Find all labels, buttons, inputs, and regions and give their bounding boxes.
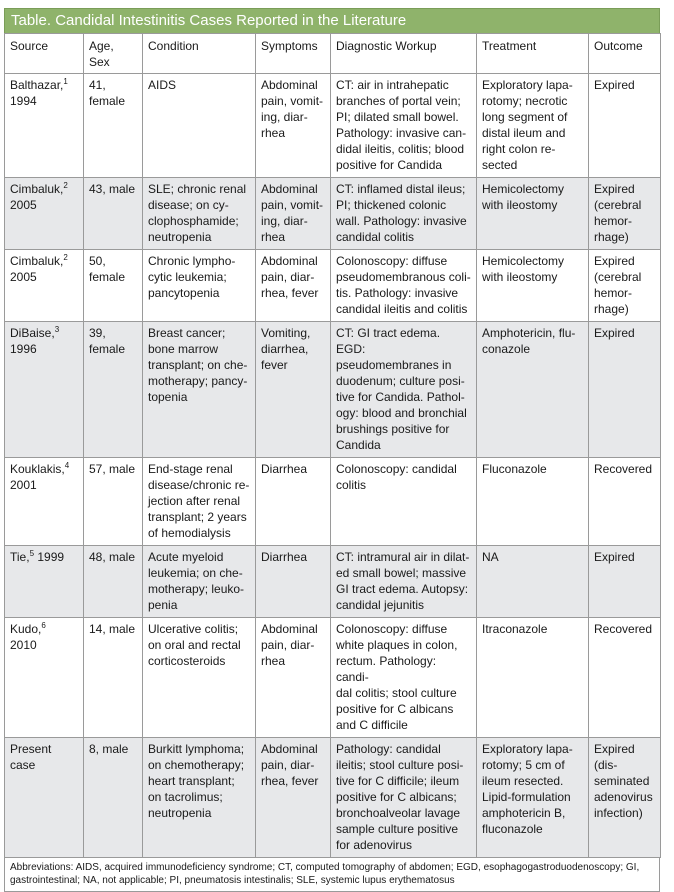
footnote: Abbreviations: AIDS, acquired immunodeficiency syndrome; CT, computed tomography of abdomen; EGD, esophagogastroduodenoscopy; GI, gastrointestinal; NA, not applicable; PI, pneumatosis intestinalis; SLE, systemic lupus erythematosus: [4, 858, 660, 892]
cell-treatment: Hemicolectomy with ileostomy: [477, 178, 589, 250]
cell-source: [5, 618, 84, 738]
col-header-source: Source: [5, 34, 84, 74]
cell-symptoms: Abdominal pain, vomit- ing, diar- rhea: [256, 178, 331, 250]
source-name: Cimbaluk,: [10, 254, 64, 268]
table-row: [5, 458, 661, 546]
source-year: 1999: [37, 550, 65, 564]
cell-source: [5, 738, 84, 858]
cell-treatment: Fluconazole: [477, 458, 589, 546]
cell-diagnostic-workup: CT: intramural air in dilat- ed small bowel; massive GI tract edema. Autopsy: candidal jejunitis: [331, 546, 477, 618]
cell-condition: Chronic lympho- cytic leukemia; pancytopenia: [143, 250, 256, 322]
cell-symptoms: Abdominal pain, diar- rhea, fever: [256, 250, 331, 322]
cell-symptoms: Diarrhea: [256, 546, 331, 618]
cell-condition: Ulcerative colitis; on oral and rectal corticosteroids: [143, 618, 256, 738]
table-container: [4, 8, 660, 892]
source-name: Tie,: [10, 550, 30, 564]
source-year: 2010: [10, 638, 37, 652]
cell-symptoms: Vomiting, diarrhea, fever: [256, 322, 331, 458]
reference-number: 6: [41, 621, 46, 630]
cell-outcome: Expired (dis- seminated adenovirus infection): [589, 738, 661, 858]
cell-condition: End-stage renal disease/chronic re- jection after renal transplant; 2 years of hemodialysis: [143, 458, 256, 546]
cell-source: [5, 546, 84, 618]
reference-number: 1: [63, 77, 68, 86]
reference-number: 2: [63, 181, 68, 190]
cell-age-sex: 50, female: [84, 250, 143, 322]
cell-condition: Burkitt lymphoma; on chemotherapy; heart transplant; on tacrolimus; neutropenia: [143, 738, 256, 858]
source-year: 1994: [10, 94, 37, 108]
source-name: DiBaise,: [10, 326, 55, 340]
table-row: [5, 250, 661, 322]
table-row: [5, 322, 661, 458]
reference-number: 2: [63, 253, 68, 262]
cell-age-sex: 39, female: [84, 322, 143, 458]
table-title: Table. Candidal Intestinitis Cases Reported in the Literature: [4, 8, 660, 33]
table-body: [5, 74, 661, 858]
reference-number: 5: [29, 549, 35, 558]
source-name: Present case: [10, 742, 52, 772]
cell-age-sex: 41, female: [84, 74, 143, 178]
cell-treatment: Hemicolectomy with ileostomy: [477, 250, 589, 322]
col-header-outcome: Outcome: [589, 34, 661, 74]
source-year: 2005: [10, 198, 37, 212]
cell-age-sex: 57, male: [84, 458, 143, 546]
source-year: 2005: [10, 270, 37, 284]
cell-treatment: Itraconazole: [477, 618, 589, 738]
cell-outcome: Expired: [589, 74, 661, 178]
cell-source: [5, 178, 84, 250]
cell-symptoms: Abdominal pain, diar- rhea, fever: [256, 738, 331, 858]
col-header-age-sex: Age, Sex: [84, 34, 143, 74]
cell-outcome: Expired: [589, 546, 661, 618]
cell-source: [5, 74, 84, 178]
cell-diagnostic-workup: CT: inflamed distal ileus; PI; thickened colonic wall. Pathology: invasive candidal colitis: [331, 178, 477, 250]
cell-treatment: NA: [477, 546, 589, 618]
col-header-symptoms: Symptoms: [256, 34, 331, 74]
source-name: Kouklakis,: [10, 462, 65, 476]
cell-symptoms: Abdominal pain, vomit- ing, diar- rhea: [256, 74, 331, 178]
table-row: [5, 738, 661, 858]
cell-source: [5, 250, 84, 322]
header-row: [5, 34, 661, 74]
cell-source: [5, 458, 84, 546]
cell-diagnostic-workup: Colonoscopy: diffuse pseudomembranous coli- tis. Pathology: invasive candidal ileitis and colitis: [331, 250, 477, 322]
cell-diagnostic-workup: Colonoscopy: diffuse white plaques in colon, rectum. Pathology: candi- dal colitis; stool culture positive for C albicans and C difficile: [331, 618, 477, 738]
cell-condition: SLE; chronic renal disease; on cy- clophosphamide; neutropenia: [143, 178, 256, 250]
reference-number: 3: [54, 325, 60, 334]
source-name: Balthazar,: [10, 78, 64, 92]
cell-treatment: Amphotericin, flu- conazole: [477, 322, 589, 458]
cell-outcome: Expired (cerebral hemor- rhage): [589, 250, 661, 322]
table-row: [5, 74, 661, 178]
cell-condition: Acute myeloid leukemia; on che- motherapy; leuko- penia: [143, 546, 256, 618]
col-header-treatment: Treatment: [477, 34, 589, 74]
source-year: 1996: [10, 342, 37, 356]
cases-table: [4, 33, 661, 858]
table-row: [5, 546, 661, 618]
cell-diagnostic-workup: CT: GI tract edema. EGD: pseudomembranes in duodenum; culture posi- tive for Candida. Pathol- ogy: blood and bronchial brushings positive for Candida: [331, 322, 477, 458]
source-year: 2001: [10, 478, 37, 492]
cell-condition: AIDS: [143, 74, 256, 178]
cell-diagnostic-workup: CT: air in intrahepatic branches of portal vein; PI; dilated small bowel. Pathology: invasive can- didal ileitis, colitis; blood positive for Candida: [331, 74, 477, 178]
cell-outcome: Expired: [589, 322, 661, 458]
table-row: [5, 618, 661, 738]
cell-age-sex: 48, male: [84, 546, 143, 618]
cell-source: [5, 322, 84, 458]
cell-outcome: Recovered: [589, 458, 661, 546]
cell-treatment: Exploratory lapa- rotomy; necrotic long segment of distal ileum and right colon re- sected: [477, 74, 589, 178]
cell-symptoms: Diarrhea: [256, 458, 331, 546]
cell-outcome: Expired (cerebral hemor- rhage): [589, 178, 661, 250]
cell-outcome: Recovered: [589, 618, 661, 738]
cell-symptoms: Abdominal pain, diar- rhea: [256, 618, 331, 738]
cell-condition: Breast cancer; bone marrow transplant; on che- motherapy; pancy- topenia: [143, 322, 256, 458]
cell-treatment: Exploratory lapa- rotomy; 5 cm of ileum resected. Lipid-formulation amphotericin B, fluconazole: [477, 738, 589, 858]
col-header-diagnostic-workup: Diagnostic Workup: [331, 34, 477, 74]
cell-age-sex: 8, male: [84, 738, 143, 858]
source-name: Kudo,: [10, 622, 42, 636]
cell-diagnostic-workup: Pathology: candidal ileitis; stool culture posi- tive for C difficile; ileum positive for C albicans; bronchoalveolar lavage sample culture positive for adenovirus: [331, 738, 477, 858]
source-name: Cimbaluk,: [10, 182, 64, 196]
cell-age-sex: 43, male: [84, 178, 143, 250]
col-header-condition: Condition: [143, 34, 256, 74]
cell-diagnostic-workup: Colonoscopy: candidal colitis: [331, 458, 477, 546]
reference-number: 4: [64, 461, 70, 470]
table-row: [5, 178, 661, 250]
cell-age-sex: 14, male: [84, 618, 143, 738]
